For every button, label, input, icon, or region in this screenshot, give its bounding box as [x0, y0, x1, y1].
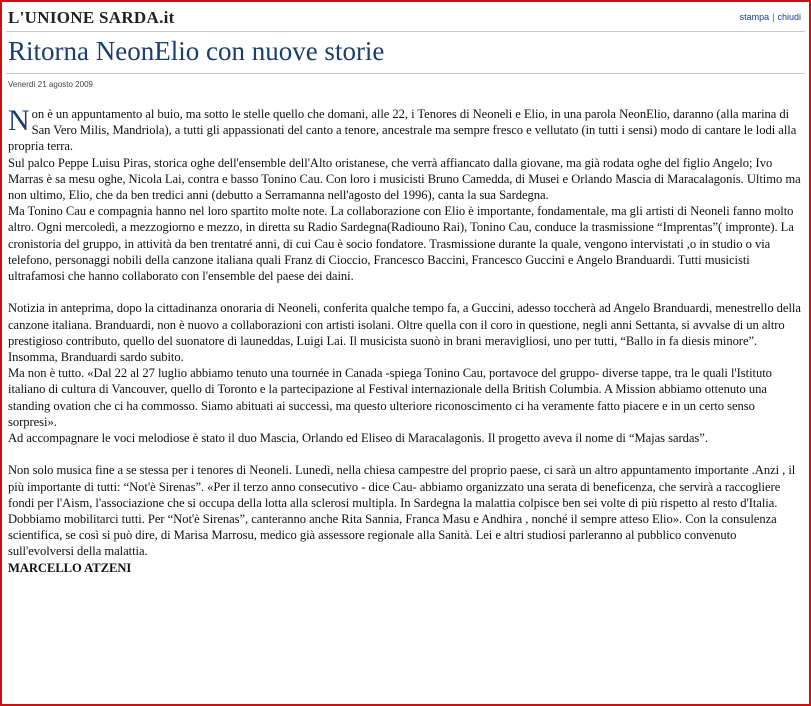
article-title: Ritorna NeonElio con nuove storie	[8, 36, 385, 66]
paragraph-spacer	[8, 446, 804, 462]
article-paragraph-2: Ma Tonino Cau e compagnia hanno nel loro spartito molte note. La collaborazione con Elio è importante, fondamentale, ma gli artisti di Neoneli fanno molto altro. Ogni mercoledì, a mezzogiorno e mezzo, in diretta su Radio Sardegna(Radiouno Rai), Tonino Cau, conduce la trasmissione “Imprentas”( impronte). La cronistoria del gruppo, in attività da ben trentatré anni, di cui Cau è socio fondatore. Trasmissione durante la quale, vengono intervistati ,o in studio o via telefono, personaggi nobili della canzone italiana quali Franz di Cioccio, Francesco Baccini, Francesco Guccini e Angelo Branduardi. Tutti musicisti ultrafamosi che hanno collaborato con l'ensemble del paese dei daini.	[8, 204, 794, 284]
article-paragraph-0	[8, 106, 804, 155]
title-divider	[6, 73, 805, 74]
dropcap: N	[8, 104, 30, 137]
site-logo: L'UNIONE SARDA.it	[8, 8, 175, 27]
paragraph-text: on è un appuntamento al buio, ma sotto le stelle quello che domani, alle 22, i Tenores di Neoneli e Elio, in una parola NeonElio, daranno (alla marina di San Vero Milis, Mandriola), a tutti gli appassionati del canto a tenore, ancestrale ma sempre fresco e vellutato (in tutti i sensi) modo di cantare le lodi alla propria terra.	[8, 107, 797, 154]
article-paragraph-5: Ma non è tutto. «Dal 22 al 27 luglio abbiamo tenuto una tournée in Canada -spiega Tonino Cau, portavoce del gruppo- diverse tappe, tra le quali l'Istituto italiano di cultura di Vancouver, quello di Toronto e la partecipazione al Festival internazionale della British Columbia. A Mission abbiamo ottenuto una standing ovation che ci ha commosso. Siamo abituati ai successi, ma questo ulteriore riconoscimento ci ha veramente fatto piacere e in un certo senso sorpresi».	[8, 366, 772, 429]
article-paragraph-8: Non solo musica fine a se stessa per i tenores di Neoneli. Lunedì, nella chiesa campestre del proprio paese, ci sarà un altro appuntamento importante .Anzi , il più importante di tutti: “Not'è Sirenas”. «Per il terzo anno consecutivo - dice Cau- abbiamo organizzato una serata di beneficenza, che servirà a raccogliere fondi per l'Aism, l'associazione che si occupa della lotta alla sclerosi multipla. In Sardegna la malattia colpisce ben sei volte di più rispetto al resto d'Italia. Dobbiamo mobilitarci tutti. Per “Not'è Sirenas”, canteranno anche Rita Sannia, Franca Masu e Andhira , nonché il sempre atteso Elio». Con la consulenza scientifica, se così si può dire, di Marisa Marrosu, medico già assessore regionale alla Sanità. Lei e altri studiosi parleranno al pubblico convenuto sull'evolversi della malattia.	[8, 463, 796, 559]
article-tools	[740, 12, 801, 22]
tools-separator: |	[772, 12, 775, 22]
print-link[interactable]: stampa	[739, 12, 770, 22]
article-date: Venerdì 21 agosto 2009	[8, 80, 93, 89]
article-paragraph-4: Notizia in anteprima, dopo la cittadinanza onoraria di Neoneli, conferita qualche tempo fa, a Guccini, adesso toccherà ad Angelo Branduardi, menestrello della canzone italiana. Branduardi, non è nuovo a collaborazioni con artisti isolani. Oltre quella con il coro in questione, negli anni Settanta, si avvalse di un altro prestigioso contributo, quello del suonatore di launeddas, Luigi Lai. Il musicista suonò in brani meravigliosi, uno per tutti, “Ballo in fa diesis minore”. Insomma, Branduardi sardo subito.	[8, 301, 801, 365]
article-paragraph-1: Sul palco Peppe Luisu Piras, storica oghe dell'ensemble dell'Alto oristanese, che verrà affiancato dalla giovane, ma già rodata oghe del figlio Angelo; Ivo Marras è sa mesu oghe, Nicola Lai, contra e basso Tonino Cau. Con loro i musicisti Bruno Camedda, di Musei e Orlando Mascia di Maracalagonis. Ultimo ma non ultimo, Elio, che da ben tredici anni (debutto a Serramanna nell'agosto del 1996), canta la sua Sardegna.	[8, 155, 801, 203]
close-link[interactable]: chiudi	[777, 12, 801, 22]
article-body	[8, 106, 804, 576]
masthead-divider	[6, 31, 805, 32]
article-paragraph-6: Ad accompagnare le voci melodiose è stato il duo Mascia, Orlando ed Eliseo di Maracalagonis. Il progetto aveva il nome di “Majas sardas”.	[8, 431, 708, 446]
paragraph-spacer	[8, 284, 804, 300]
article-author: MARCELLO ATZENI	[8, 560, 132, 575]
